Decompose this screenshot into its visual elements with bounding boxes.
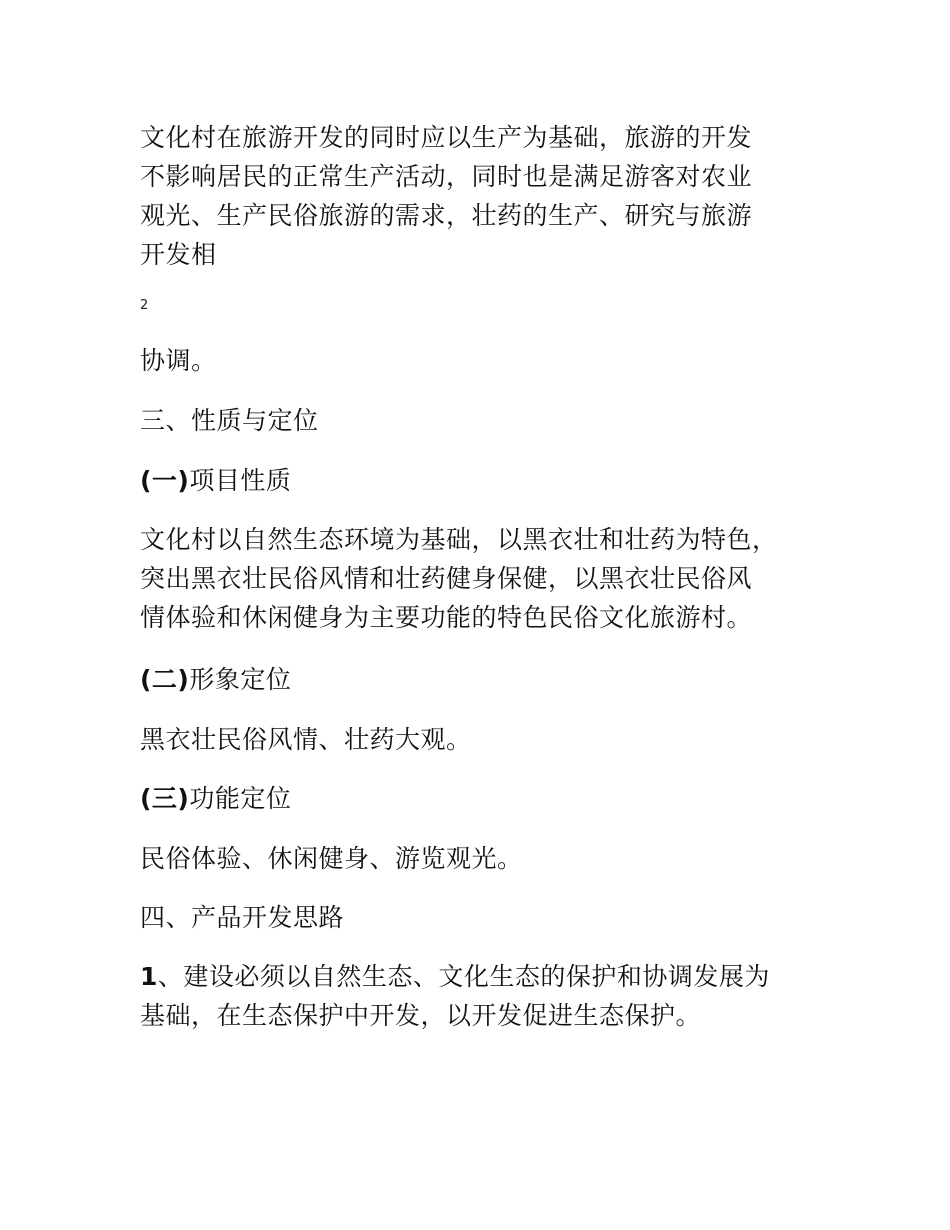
subsection-two-heading [140, 660, 820, 699]
list-item-one [140, 957, 820, 1035]
subsection-three-prefix: (三) [140, 784, 190, 813]
paragraph-image: 黑衣壮民俗风情、壮药大观。 [140, 725, 472, 754]
subsection-one-title: 项目性质 [189, 466, 292, 495]
subsection-two-title: 形象定位 [189, 665, 292, 694]
section-three-heading: 三、性质与定位 [140, 406, 319, 435]
paragraph-line: 突出黑衣壮民俗风情和壮药健身保健，以黑衣壮民俗风 [140, 564, 753, 593]
paragraph-line: 文化村以自然生态环境为基础，以黑衣壮和壮药为特色， [140, 525, 778, 554]
paragraph-line: 开发相 [140, 240, 217, 269]
subsection-one-prefix: (一) [140, 466, 190, 495]
subsection-one-heading [140, 461, 820, 500]
paragraph-line: 不影响居民的正常生产活动，同时也是满足游客对农业 [140, 162, 753, 191]
subsection-three-title: 功能定位 [189, 784, 292, 813]
list-item-text: 、建设必须以自然生态、文化生态的保护和协调发展为 [157, 962, 770, 991]
paragraph-function: 民俗体验、休闲健身、游览观光。 [140, 844, 523, 873]
list-item-number: 1 [140, 962, 158, 991]
page-number: 2 [140, 298, 149, 313]
paragraph-line: 基础，在生态保护中开发，以开发促进生态保护。 [140, 1001, 702, 1030]
paragraph-intro [140, 118, 820, 274]
subsection-three-heading [140, 779, 820, 818]
paragraph-line: 文化村在旅游开发的同时应以生产为基础，旅游的开发 [140, 123, 753, 152]
paragraph-continue: 协调。 [140, 346, 217, 375]
subsection-two-prefix: (二) [140, 665, 190, 694]
paragraph-line: 情体验和休闲健身为主要功能的特色民俗文化旅游村。 [140, 603, 753, 632]
paragraph-line [140, 957, 820, 996]
paragraph-line: 观光、生产民俗旅游的需求，壮药的生产、研究与旅游 [140, 201, 753, 230]
paragraph-nature [140, 520, 820, 637]
section-four-heading: 四、产品开发思路 [140, 903, 345, 932]
